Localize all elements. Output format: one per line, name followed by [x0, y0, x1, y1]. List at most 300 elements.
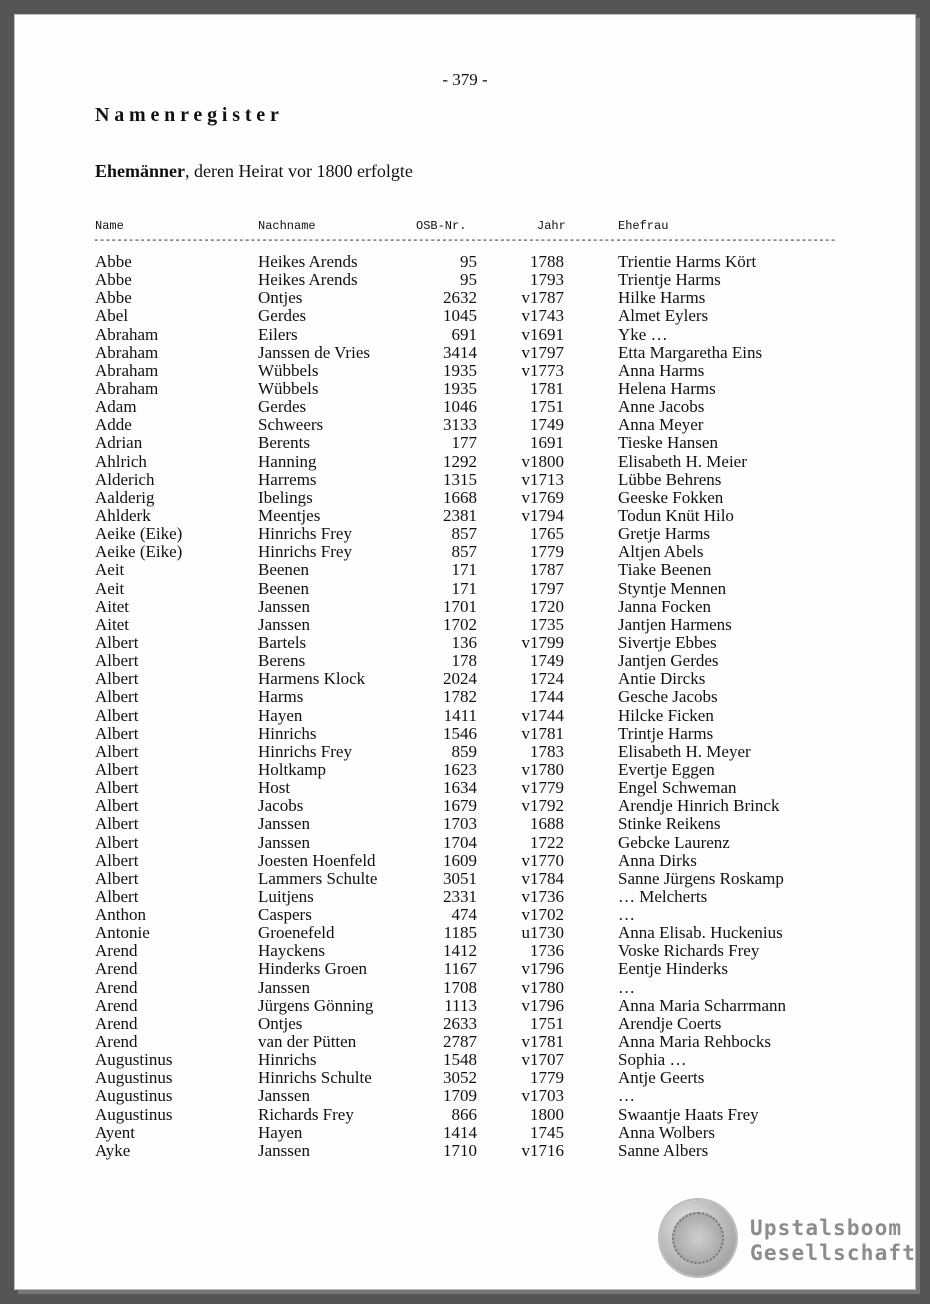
cell-wife: … Melcherts — [618, 886, 708, 906]
table-row — [0, 1015, 930, 1033]
cell-year: v1703 — [521, 1086, 564, 1106]
cell-wife: Arendje Hinrich Brinck — [618, 796, 780, 816]
cell-year: v1744 — [521, 705, 564, 725]
cell-year: v1779 — [521, 778, 564, 798]
cell-wife: Jantjen Gerdes — [618, 651, 719, 671]
cell-year: v1780 — [521, 977, 564, 997]
table-row — [0, 942, 930, 960]
cell-osb: 2331 — [443, 886, 477, 906]
cell-name: Abel — [95, 306, 129, 326]
cell-surname: Caspers — [258, 905, 312, 925]
table-row — [0, 906, 930, 924]
cell-surname: Jacobs — [258, 796, 304, 816]
cell-osb: 1546 — [443, 723, 477, 743]
table-row — [0, 416, 930, 434]
cell-osb: 1045 — [443, 306, 477, 326]
cell-wife: Helena Harms — [618, 378, 716, 398]
table-row — [0, 870, 930, 888]
cell-surname: Janssen — [258, 832, 310, 852]
cell-year: v1773 — [521, 360, 564, 380]
cell-osb: 2381 — [443, 505, 477, 525]
cell-osb: 3133 — [443, 415, 477, 435]
cell-year: 1751 — [530, 397, 564, 417]
cell-osb: 95 — [460, 270, 477, 290]
cell-year: v1780 — [521, 759, 564, 779]
table-row — [0, 307, 930, 325]
cell-wife: Elisabeth H. Meyer — [618, 741, 751, 761]
cell-surname: Hinrichs Frey — [258, 741, 352, 761]
cell-year: 1783 — [530, 741, 564, 761]
table-row — [0, 1051, 930, 1069]
cell-surname: Harms — [258, 687, 304, 707]
cell-wife: Hilke Harms — [618, 288, 706, 308]
cell-osb: 171 — [451, 560, 477, 580]
cell-osb: 3052 — [443, 1068, 477, 1088]
cell-year: 1793 — [530, 270, 564, 290]
cell-osb: 2633 — [443, 1013, 477, 1033]
cell-name: Ayke — [95, 1140, 131, 1160]
cell-osb: 1046 — [443, 397, 477, 417]
cell-name: Abbe — [95, 252, 132, 271]
table-row — [0, 743, 930, 761]
table-row — [0, 434, 930, 452]
cell-osb: 474 — [451, 905, 477, 925]
cell-wife: Anne Jacobs — [618, 397, 705, 417]
cell-surname: Luitjens — [258, 886, 314, 906]
cell-year: 1765 — [530, 524, 564, 544]
cell-osb: 171 — [451, 578, 477, 598]
cell-name: Albert — [95, 759, 139, 779]
cell-year: v1799 — [521, 632, 564, 652]
cell-osb: 1292 — [443, 451, 477, 471]
cell-osb: 1411 — [443, 705, 477, 725]
cell-surname: Gerdes — [258, 306, 307, 326]
cell-surname: Berens — [258, 651, 306, 671]
cell-name: Albert — [95, 850, 139, 870]
cell-wife: Almet Eylers — [618, 306, 709, 326]
cell-wife: Trientje Harms — [618, 270, 721, 290]
cell-name: Aeike (Eike) — [95, 524, 183, 544]
cell-year: v1800 — [521, 451, 564, 471]
cell-name: Albert — [95, 814, 139, 834]
cell-wife: Lübbe Behrens — [618, 469, 722, 489]
cell-wife: Engel Schweman — [618, 778, 737, 798]
cell-year: v1796 — [521, 959, 564, 979]
cell-surname: Heikes Arends — [258, 270, 358, 290]
cell-name: Albert — [95, 868, 139, 888]
cell-surname: Ontjes — [258, 288, 303, 308]
cell-name: Albert — [95, 723, 139, 743]
cell-surname: Bartels — [258, 632, 307, 652]
cell-surname: Wübbels — [258, 378, 319, 398]
cell-osb: 1113 — [444, 995, 477, 1015]
cell-name: Albert — [95, 687, 139, 707]
cell-name: Alderich — [95, 469, 155, 489]
table-row — [0, 707, 930, 725]
cell-surname: Janssen — [258, 814, 310, 834]
table-row — [0, 924, 930, 942]
cell-year: 1749 — [530, 415, 564, 435]
cell-surname: Meentjes — [258, 505, 321, 525]
cell-wife: Arendje Coerts — [618, 1013, 722, 1033]
cell-name: Albert — [95, 632, 139, 652]
cell-wife: Geeske Fokken — [618, 487, 724, 507]
cell-osb: 3414 — [443, 342, 477, 362]
cell-name: Albert — [95, 832, 139, 852]
cell-year: 1779 — [530, 542, 564, 562]
cell-name: Albert — [95, 705, 139, 725]
cell-surname: Janssen — [258, 1140, 310, 1160]
cell-wife: Styntje Mennen — [618, 578, 727, 598]
cell-osb: 691 — [451, 324, 477, 344]
cell-surname: Eilers — [258, 324, 298, 344]
cell-year: 1688 — [530, 814, 564, 834]
cell-osb: 1704 — [443, 832, 477, 852]
table-row — [0, 725, 930, 743]
seal-logo-icon — [660, 1200, 736, 1276]
cell-wife: Sanne Jürgens Roskamp — [618, 868, 784, 888]
cell-surname: Berents — [258, 433, 310, 453]
cell-wife: Yke … — [618, 324, 668, 344]
cell-surname: Hanning — [258, 451, 317, 471]
cell-wife: Gebcke Laurenz — [618, 832, 730, 852]
cell-osb: 1709 — [443, 1086, 477, 1106]
cell-wife: … — [618, 1086, 635, 1106]
table-row — [0, 997, 930, 1015]
table-row — [0, 888, 930, 906]
cell-osb: 1703 — [443, 814, 477, 834]
cell-name: Abbe — [95, 288, 132, 308]
cell-osb: 1935 — [443, 378, 477, 398]
cell-wife: Evertje Eggen — [618, 759, 715, 779]
cell-name: Arend — [95, 1013, 138, 1033]
cell-wife: Altjen Abels — [618, 542, 704, 562]
cell-year: v1781 — [521, 1032, 564, 1052]
cell-year: 1691 — [530, 433, 564, 453]
table-row — [0, 960, 930, 978]
cell-surname: Hinderks Groen — [258, 959, 368, 979]
cell-name: Aalderig — [95, 487, 155, 507]
cell-surname: Hayen — [258, 1122, 303, 1142]
cell-surname: Janssen — [258, 614, 310, 634]
cell-surname: Heikes Arends — [258, 252, 358, 271]
cell-name: Abraham — [95, 378, 159, 398]
seal-inner — [672, 1212, 724, 1264]
cell-osb: 3051 — [443, 868, 477, 888]
cell-year: v1743 — [521, 306, 564, 326]
table-row — [0, 453, 930, 471]
table-row — [0, 797, 930, 815]
table-row — [0, 1069, 930, 1087]
table-row — [0, 1124, 930, 1142]
cell-name: Abraham — [95, 360, 159, 380]
cell-wife: Janna Focken — [618, 596, 712, 616]
cell-name: Ahlderk — [95, 505, 151, 525]
cell-wife: Anna Wolbers — [618, 1122, 715, 1142]
cell-name: Abraham — [95, 324, 159, 344]
cell-surname: Hinrichs Frey — [258, 524, 352, 544]
cell-wife: Anna Meyer — [618, 415, 704, 435]
cell-osb: 1623 — [443, 759, 477, 779]
cell-year: 1781 — [530, 378, 564, 398]
cell-surname: Janssen — [258, 977, 310, 997]
table-row — [0, 1142, 930, 1160]
cell-wife: Etta Margaretha Eins — [618, 342, 763, 362]
cell-year: v1702 — [521, 905, 564, 925]
table-row — [0, 525, 930, 543]
register-table — [0, 253, 930, 1160]
cell-name: Arend — [95, 959, 138, 979]
cell-wife: Anna Elisab. Huckenius — [618, 923, 783, 943]
table-row — [0, 834, 930, 852]
cell-wife: Todun Knüt Hilo — [618, 505, 734, 525]
cell-surname: Janssen — [258, 596, 310, 616]
cell-osb: 1668 — [443, 487, 477, 507]
cell-wife: Sivertje Ebbes — [618, 632, 717, 652]
cell-wife: Anna Harms — [618, 360, 705, 380]
cell-surname: Beenen — [258, 578, 309, 598]
cell-surname: van der Pütten — [258, 1032, 357, 1052]
table-row — [0, 598, 930, 616]
cell-osb: 1679 — [443, 796, 477, 816]
cell-wife: Swaantje Haats Frey — [618, 1104, 759, 1124]
table-row — [0, 634, 930, 652]
cell-year: v1792 — [521, 796, 564, 816]
cell-name: Ayent — [95, 1122, 135, 1142]
cell-year: 1736 — [530, 941, 564, 961]
cell-year: v1796 — [521, 995, 564, 1015]
cell-osb: 1702 — [443, 614, 477, 634]
cell-surname: Holtkamp — [258, 759, 326, 779]
cell-surname: Schweers — [258, 415, 324, 435]
cell-name: Augustinus — [95, 1086, 173, 1106]
cell-wife: Antie Dircks — [618, 669, 706, 689]
cell-name: Abbe — [95, 270, 132, 290]
cell-surname: Janssen de Vries — [258, 342, 370, 362]
logo-line-1: Upstalsboom — [750, 1216, 903, 1240]
cell-wife: Tiake Beenen — [618, 560, 712, 580]
table-row — [0, 979, 930, 997]
column-header-name: Name — [95, 219, 124, 233]
column-header-year: Jahr — [537, 219, 566, 233]
cell-osb: 866 — [451, 1104, 477, 1124]
cell-wife: Gretje Harms — [618, 524, 711, 544]
cell-year: 1745 — [530, 1122, 564, 1142]
cell-osb: 857 — [451, 524, 477, 544]
page-title: Namenregister — [95, 104, 284, 126]
cell-name: Aeike (Eike) — [95, 542, 183, 562]
page-number: - 379 - — [442, 70, 488, 89]
table-row — [0, 761, 930, 779]
cell-osb: 1708 — [443, 977, 477, 997]
cell-name: Aeit — [95, 578, 125, 598]
cell-wife: … — [618, 905, 635, 925]
table-row — [0, 289, 930, 307]
table-row — [0, 1033, 930, 1051]
cell-surname: Hinrichs — [258, 1050, 317, 1070]
cell-wife: Voske Richards Frey — [618, 941, 760, 961]
cell-year: v1787 — [521, 288, 564, 308]
cell-wife: Gesche Jacobs — [618, 687, 718, 707]
table-row — [0, 779, 930, 797]
cell-surname: Groenefeld — [258, 923, 335, 943]
cell-name: Albert — [95, 741, 139, 761]
cell-name: Augustinus — [95, 1068, 173, 1088]
cell-name: Albert — [95, 669, 139, 689]
cell-year: 1720 — [530, 596, 564, 616]
table-row — [0, 1106, 930, 1124]
cell-surname: Hinrichs Schulte — [258, 1068, 372, 1088]
cell-wife: Tieske Hansen — [618, 433, 718, 453]
subtitle-bold: Ehemänner — [95, 161, 185, 181]
cell-name: Albert — [95, 651, 139, 671]
cell-osb: 136 — [451, 632, 477, 652]
column-header-surname: Nachname — [258, 219, 316, 233]
cell-name: Albert — [95, 778, 139, 798]
cell-year: v1707 — [521, 1050, 564, 1070]
cell-year: v1691 — [521, 324, 564, 344]
cell-year: 1779 — [530, 1068, 564, 1088]
cell-osb: 177 — [451, 433, 477, 453]
cell-osb: 2787 — [443, 1032, 477, 1052]
cell-year: v1769 — [521, 487, 564, 507]
cell-name: Arend — [95, 977, 138, 997]
cell-name: Aeit — [95, 560, 125, 580]
cell-year: 1744 — [530, 687, 564, 707]
cell-osb: 1609 — [443, 850, 477, 870]
table-row — [0, 852, 930, 870]
table-row — [0, 815, 930, 833]
cell-osb: 857 — [451, 542, 477, 562]
table-row — [0, 670, 930, 688]
cell-name: Aitet — [95, 614, 129, 634]
cell-wife: Antje Geerts — [618, 1068, 705, 1088]
table-row — [0, 398, 930, 416]
table-row — [0, 507, 930, 525]
cell-osb: 1701 — [443, 596, 477, 616]
cell-year: 1800 — [530, 1104, 564, 1124]
cell-wife: Stinke Reikens — [618, 814, 721, 834]
cell-osb: 1315 — [443, 469, 477, 489]
cell-name: Albert — [95, 796, 139, 816]
cell-osb: 1414 — [443, 1122, 477, 1142]
table-row — [0, 580, 930, 598]
header-separator: -------------------------------------------------------------------------------------------------------------------------------- — [93, 236, 836, 246]
table-row — [0, 271, 930, 289]
table-row — [0, 380, 930, 398]
cell-wife: Hilcke Ficken — [618, 705, 714, 725]
cell-name: Arend — [95, 941, 138, 961]
cell-year: 1751 — [530, 1013, 564, 1033]
column-header-wife: Ehefrau — [618, 219, 669, 233]
cell-osb: 1935 — [443, 360, 477, 380]
cell-year: v1713 — [521, 469, 564, 489]
cell-surname: Gerdes — [258, 397, 307, 417]
cell-wife: Anna Maria Rehbocks — [618, 1032, 771, 1052]
cell-surname: Hayen — [258, 705, 303, 725]
cell-wife: Sophia … — [618, 1050, 687, 1070]
cell-osb: 1782 — [443, 687, 477, 707]
cell-name: Antonie — [95, 923, 150, 943]
cell-surname: Hinrichs — [258, 723, 317, 743]
society-logo-text — [750, 1216, 916, 1266]
cell-name: Augustinus — [95, 1050, 173, 1070]
cell-name: Albert — [95, 886, 139, 906]
table-row — [0, 253, 930, 271]
cell-name: Aitet — [95, 596, 129, 616]
cell-year: 1788 — [530, 252, 564, 271]
table-row — [0, 616, 930, 634]
cell-osb: 2632 — [443, 288, 477, 308]
cell-surname: Hayckens — [258, 941, 326, 961]
cell-year: u1730 — [521, 923, 564, 943]
table-row — [0, 543, 930, 561]
table-row — [0, 489, 930, 507]
subtitle — [95, 161, 413, 182]
cell-year: 1787 — [530, 560, 564, 580]
cell-wife: Trintje Harms — [618, 723, 714, 743]
cell-name: Abraham — [95, 342, 159, 362]
cell-year: 1797 — [530, 578, 564, 598]
cell-name: Anthon — [95, 905, 146, 925]
logo-line-2: Gesellschaft — [750, 1241, 917, 1265]
cell-name: Augustinus — [95, 1104, 173, 1124]
cell-year: v1794 — [521, 505, 564, 525]
cell-surname: Host — [258, 778, 291, 798]
cell-year: v1781 — [521, 723, 564, 743]
cell-osb: 1167 — [443, 959, 477, 979]
cell-wife: Eentje Hinderks — [618, 959, 728, 979]
cell-osb: 1548 — [443, 1050, 477, 1070]
cell-year: v1784 — [521, 868, 564, 888]
cell-year: v1797 — [521, 342, 564, 362]
cell-year: v1736 — [521, 886, 564, 906]
cell-name: Adrian — [95, 433, 143, 453]
cell-surname: Wübbels — [258, 360, 319, 380]
cell-name: Arend — [95, 995, 138, 1015]
cell-wife: Anna Dirks — [618, 850, 697, 870]
cell-year: 1722 — [530, 832, 564, 852]
cell-year: v1716 — [521, 1140, 564, 1160]
cell-wife: Trientie Harms Kört — [618, 252, 757, 271]
cell-osb: 95 — [460, 252, 477, 271]
cell-year: 1735 — [530, 614, 564, 634]
cell-osb: 1185 — [443, 923, 477, 943]
cell-year: v1770 — [521, 850, 564, 870]
cell-surname: Harmens Klock — [258, 669, 366, 689]
cell-wife: Jantjen Harmens — [618, 614, 732, 634]
table-row — [0, 652, 930, 670]
cell-surname: Ibelings — [258, 487, 313, 507]
cell-osb: 1710 — [443, 1140, 477, 1160]
table-row — [0, 344, 930, 362]
cell-surname: Ontjes — [258, 1013, 303, 1033]
cell-osb: 2024 — [443, 669, 477, 689]
cell-name: Arend — [95, 1032, 138, 1052]
cell-osb: 1412 — [443, 941, 477, 961]
table-row — [0, 1087, 930, 1105]
cell-name: Ahlrich — [95, 451, 147, 471]
cell-surname: Beenen — [258, 560, 309, 580]
cell-osb: 178 — [451, 651, 477, 671]
cell-osb: 859 — [451, 741, 477, 761]
cell-surname: Janssen — [258, 1086, 310, 1106]
table-row — [0, 561, 930, 579]
cell-wife: Sanne Albers — [618, 1140, 709, 1160]
column-header-osb: OSB-Nr. — [416, 219, 467, 233]
cell-year: 1749 — [530, 651, 564, 671]
cell-surname: Harrems — [258, 469, 317, 489]
